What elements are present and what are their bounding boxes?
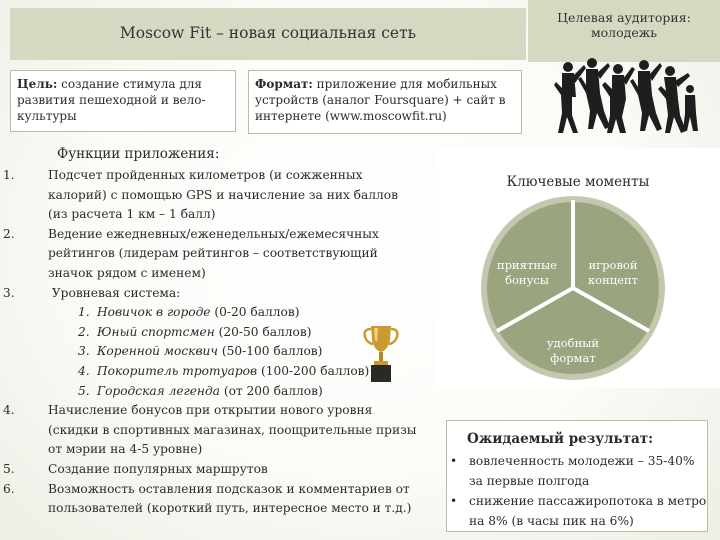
function-line: от мэрии на 4-5 уровне): [48, 442, 203, 457]
audience-label: Целевая аудитория:: [557, 10, 691, 25]
bullet-icon: •: [450, 454, 458, 468]
audience-text: [528, 10, 720, 40]
level-name: Новичок в городе: [97, 305, 211, 320]
function-item-5: [0, 460, 420, 480]
cycle-segment-game: [578, 258, 648, 288]
function-line: калорий) с помощью GPS и начисление за них баллов: [48, 187, 398, 202]
function-line: рейтингов (лидерам рейтингов – соответствующий: [48, 246, 378, 261]
level-number: 4.: [78, 363, 90, 378]
level-item-4: [0, 362, 420, 382]
function-item-6: [0, 480, 420, 519]
format-panel: [248, 70, 522, 134]
function-line: (скидки в спортивных магазинах, поощрительные призы: [48, 422, 417, 437]
level-item-3: [0, 342, 420, 362]
function-number: 5.: [3, 461, 15, 476]
format-line-2: устройств (аналог Foursquare) + сайт в: [255, 93, 506, 107]
level-name: Юный спортсмен: [97, 324, 215, 339]
format-line-1: [255, 76, 515, 92]
function-line: Возможность оставления подсказок и комментариев от: [48, 481, 410, 496]
function-number: 6.: [3, 481, 15, 496]
level-item-1: [0, 303, 420, 323]
function-item-3: [0, 284, 420, 304]
level-item-5: [0, 382, 420, 402]
function-number: 3.: [3, 285, 15, 300]
cycle-segment-line: бонусы: [505, 273, 549, 287]
result-line: за первые полгода: [469, 474, 590, 488]
jumping-people-image: [552, 55, 698, 135]
result-item-2: [447, 491, 706, 531]
result-line: снижение пассажиропотока в метро: [469, 494, 707, 508]
function-line: Начисление бонусов при открытии нового уровня: [48, 403, 373, 418]
result-item-1: [447, 451, 706, 491]
level-number: 1.: [78, 305, 90, 320]
level-name: Покоритель тротуаров: [97, 363, 258, 378]
cycle-segment-line: приятные: [497, 258, 557, 272]
cycle-segment-bonuses: [492, 258, 562, 288]
functions-list: [0, 166, 420, 519]
cycle-segment-line: концепт: [587, 273, 638, 287]
slide-title: Moscow Fit – новая социальная сеть: [119, 24, 417, 42]
level-name: Коренной москвич: [97, 344, 218, 359]
result-title: Ожидаемый результат:: [467, 431, 654, 447]
bullet-icon: •: [450, 494, 458, 508]
goal-panel: [10, 70, 236, 132]
level-range: (0-20 баллов): [210, 305, 300, 320]
goal-text-1: создание стимула для: [61, 77, 202, 91]
level-item-2: [0, 323, 420, 343]
goal-line-1: [17, 76, 229, 92]
goal-line-3: культуры: [17, 109, 77, 123]
level-range: (100-200 баллов): [257, 363, 370, 378]
function-item-4: [0, 401, 420, 460]
format-text-1: приложение для мобильных: [316, 77, 497, 91]
function-line: пользователей (короткий путь, интересное место и т.д.): [48, 501, 412, 516]
format-line-3: интернете (www.moscowfit.ru): [255, 109, 447, 123]
title-banner: [10, 8, 526, 60]
cycle-segment-line: удобный: [546, 336, 600, 350]
level-range: (от 200 баллов): [219, 383, 323, 398]
function-line: (из расчета 1 км – 1 балл): [48, 207, 216, 222]
cycle-segment-line: формат: [550, 351, 596, 365]
level-number: 2.: [78, 324, 90, 339]
level-number: 3.: [78, 344, 90, 359]
result-list: [447, 451, 706, 531]
function-number: 1.: [3, 168, 15, 182]
key-points-title: Ключевые моменты: [506, 174, 650, 190]
format-label: Формат:: [255, 77, 313, 91]
function-line: Создание популярных маршрутов: [48, 461, 268, 476]
result-panel: [446, 420, 708, 532]
function-number: 4.: [3, 403, 15, 418]
functions-title: Функции приложения:: [57, 146, 220, 162]
result-line: вовлеченность молодежи – 35-40%: [469, 454, 695, 468]
function-line: Ведение ежедневных/еженедельных/ежемесячных: [48, 226, 379, 241]
level-range: (50-100 баллов): [217, 344, 323, 359]
trophy-icon: [362, 320, 400, 384]
level-range: (20-50 баллов): [214, 324, 312, 339]
goal-line-2: развития пешеходной и вело-: [17, 93, 206, 107]
cycle-segment-format: [528, 336, 618, 366]
level-name: Городская легенда: [97, 383, 220, 398]
function-line: Уровневая система:: [48, 285, 181, 300]
audience-banner: [528, 0, 720, 62]
audience-value: молодежь: [590, 25, 658, 40]
function-line: значок рядом с именем): [48, 265, 206, 280]
function-item-2: [0, 225, 420, 284]
cycle-segment-line: игровой: [588, 258, 638, 272]
function-item-1: [0, 166, 420, 225]
result-line: на 8% (в часы пик на 6%): [469, 514, 634, 528]
function-number: 2.: [3, 226, 15, 241]
key-points-panel: [436, 148, 720, 388]
goal-label: Цель:: [17, 77, 58, 91]
level-number: 5.: [78, 383, 90, 398]
function-line: Подсчет пройденных километров (и сожженных: [48, 168, 363, 182]
